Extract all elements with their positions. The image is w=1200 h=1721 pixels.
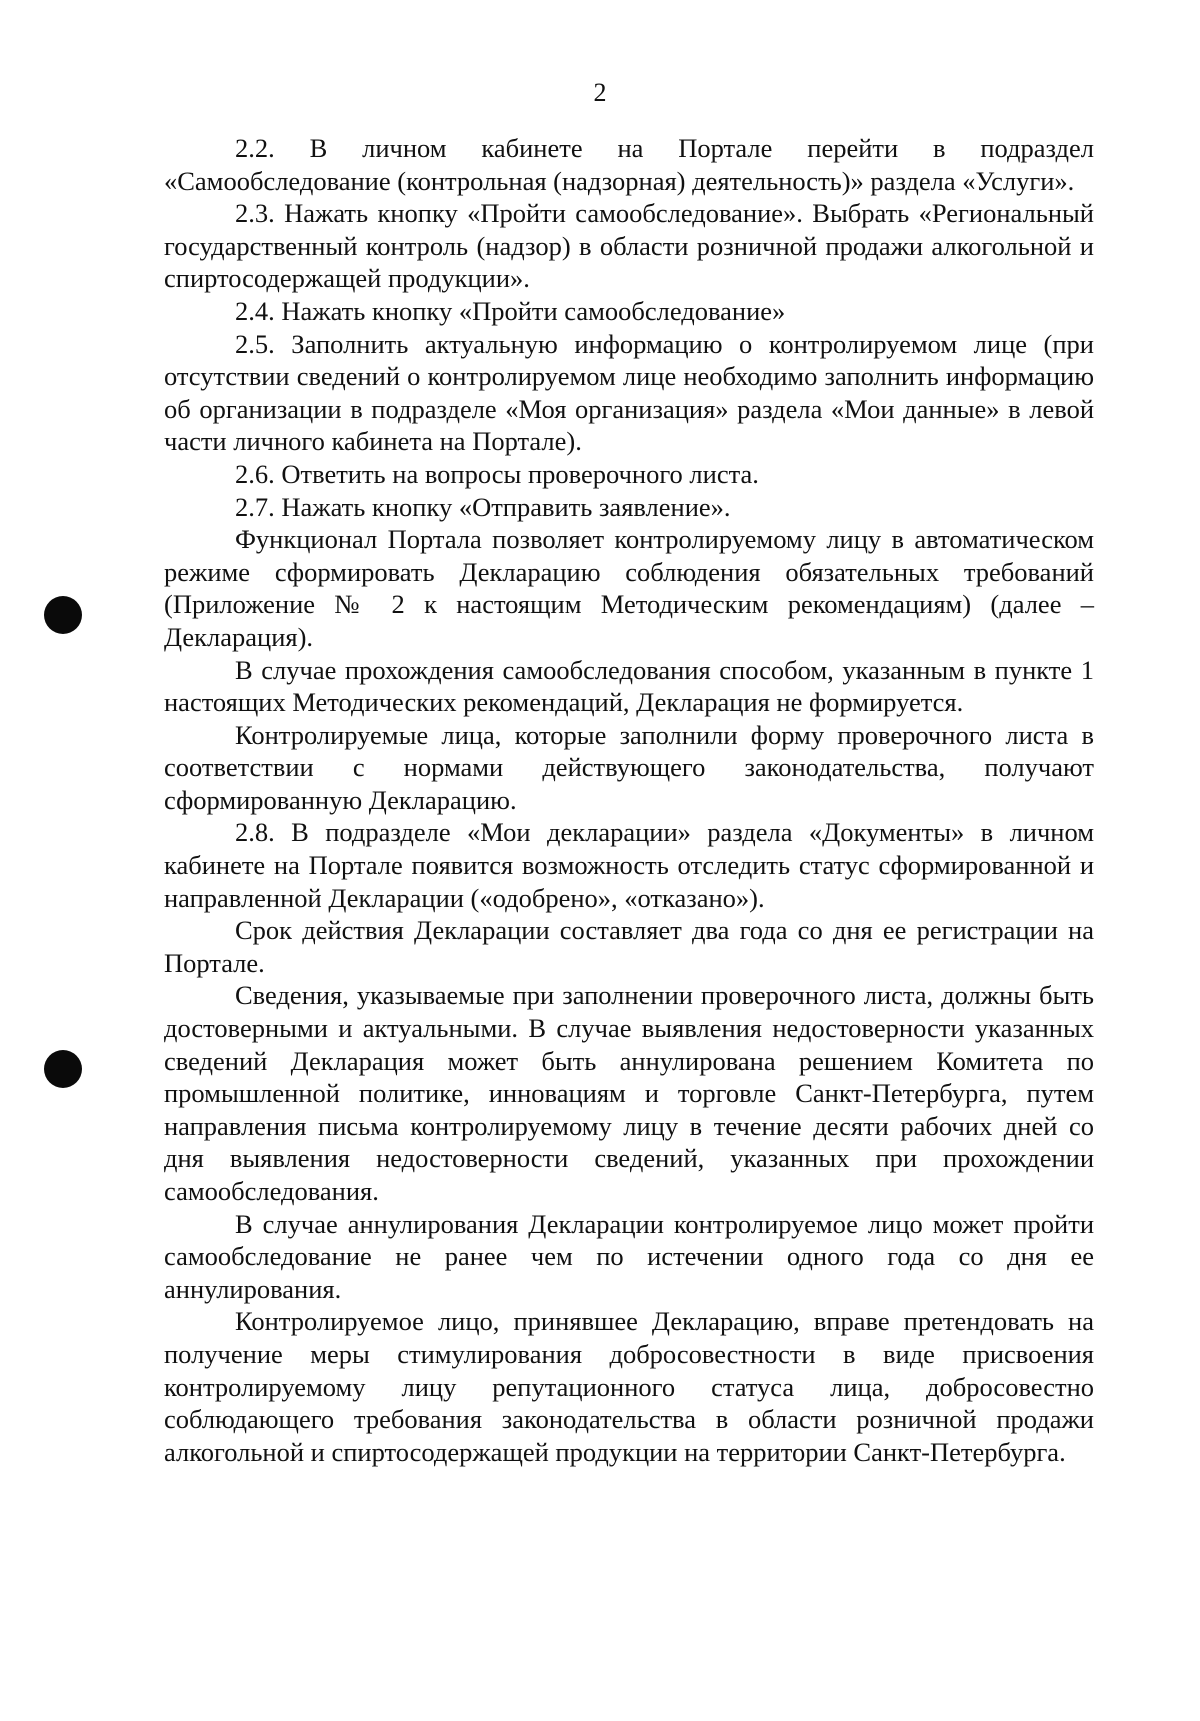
punch-hole-mark xyxy=(44,1050,82,1088)
paragraph-validity-period: Срок действия Декларации составляет два года со дня ее регистрации на Портале. xyxy=(164,915,1094,978)
paragraph-2-3: 2.3. Нажать кнопку «Пройти самообследование». Выбрать «Региональный государственный контроль (надзор) в области розничной продажи алкогольной и спиртосодержащей продукции». xyxy=(164,198,1094,294)
paragraph-incentive: Контролируемое лицо, принявшее Декларацию, вправе претендовать на получение меры стимулирования добросовестности в виде присвоения контролируемому лицу репутационного статуса лица, добросовестно соблюдающего требования законодательства в области розничной продажи алкогольной и спиртосодержащей продукции на территории Санкт-Петербурга. xyxy=(164,1306,1094,1467)
paragraph-2-8: 2.8. В подразделе «Мои декларации» раздела «Документы» в личном кабинете на Портале появится возможность отследить статус сформированной и направленной Декларации («одобрено», «отказано»). xyxy=(164,817,1094,913)
paragraph-portal-functionality: Функционал Портала позволяет контролируемому лицу в автоматическом режиме сформировать Декларацию соблюдения обязательных требований (Приложение № 2 к настоящим Методическим рекомендациям) (далее – Декларация). xyxy=(164,524,1094,652)
document-body xyxy=(164,132,1094,1468)
paragraph-declaration-not-formed: В случае прохождения самообследования способом, указанным в пункте 1 настоящих Методических рекомендаций, Декларация не формируется. xyxy=(164,654,1094,718)
page-number: 2 xyxy=(593,78,607,107)
paragraph-reliability: Сведения, указываемые при заполнении проверочного листа, должны быть достоверными и актуальными. В случае выявления недостоверности указанных сведений Декларация может быть аннулирована решением Комитета по промышленной политике, инновациям и торговле Санкт-Петербурга, путем направления письма контролируемому лицу в течение десяти рабочих дней со дня выявления недостоверности сведений, указанных при прохождении самообследования. xyxy=(164,980,1094,1206)
punch-hole-mark xyxy=(44,596,82,634)
paragraph-2-4: 2.4. Нажать кнопку «Пройти самообследование» xyxy=(235,295,786,326)
paragraph-2-6: 2.6. Ответить на вопросы проверочного листа. xyxy=(235,458,759,489)
paragraph-annulment: В случае аннулирования Декларации контролируемое лицо может пройти самообследование не ранее чем по истечении одного года со дня ее аннулирования. xyxy=(164,1208,1094,1304)
paragraph-declaration-received: Контролируемые лица, которые заполнили форму проверочного листа в соответствии с нормами действующего законодательства, получают сформированную Декларацию. xyxy=(164,719,1094,815)
paragraph-2-2: 2.2. В личном кабинете на Портале перейти в подраздел «Самообследование (контрольная (надзорная) деятельность)» раздела «Услуги». xyxy=(164,133,1094,196)
paragraph-2-7: 2.7. Нажать кнопку «Отправить заявление». xyxy=(235,491,731,522)
paragraph-2-5: 2.5. Заполнить актуальную информацию о контролируемом лице (при отсутствии сведений о контролируемом лице необходимо заполнить информацию об организации в подразделе «Моя организация» раздела «Мои данные» в левой части личного кабинета на Портале). xyxy=(164,328,1094,457)
